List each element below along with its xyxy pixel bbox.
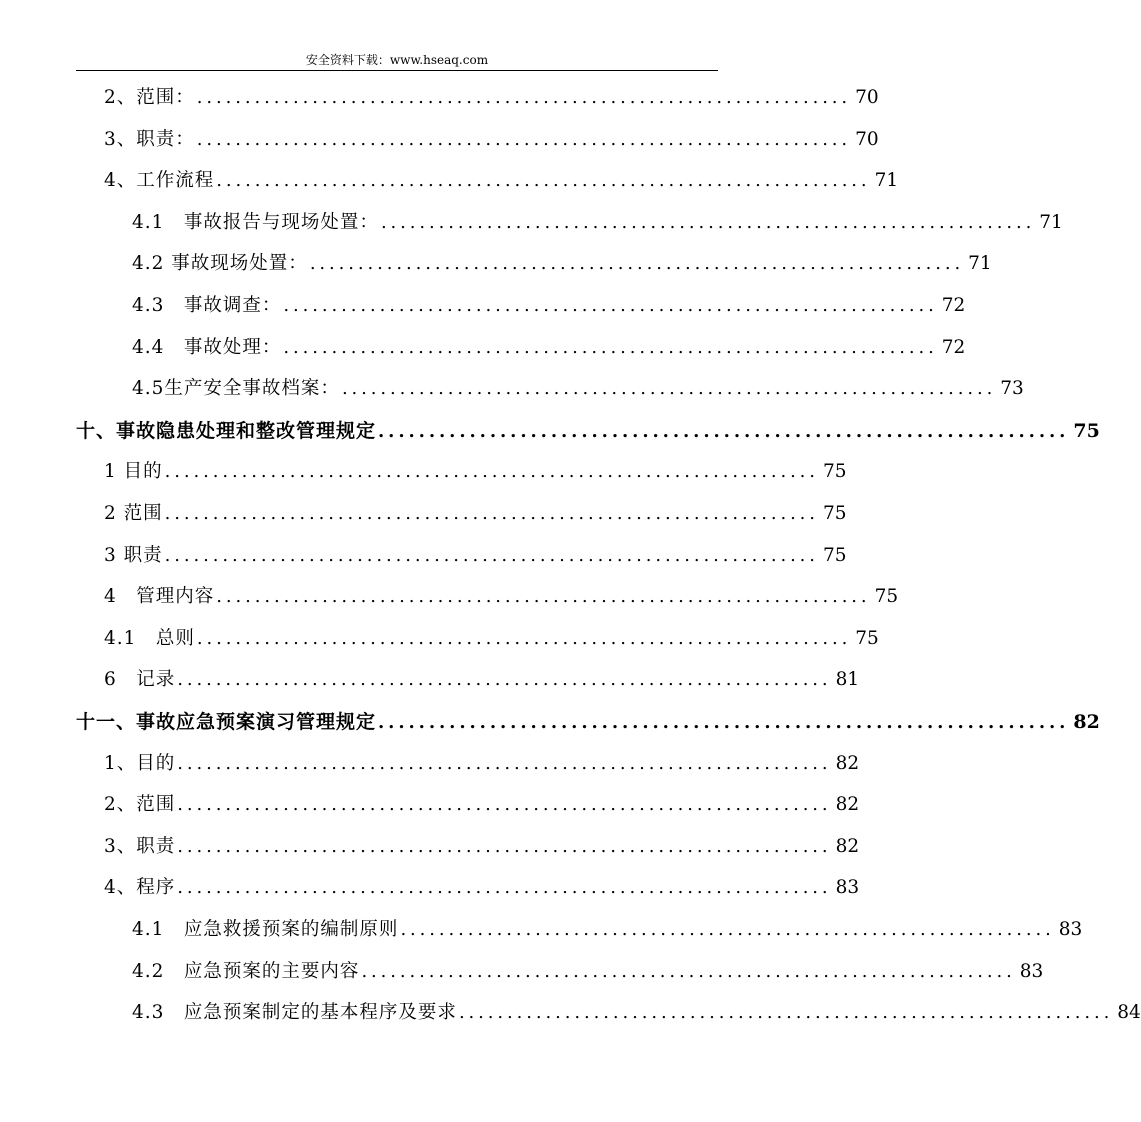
dot-leader: .................................................................... <box>164 461 819 482</box>
toc-entry-label: 十一、事故应急预案演习管理规定 <box>76 711 377 733</box>
toc-entry-label: 2 范围 <box>104 503 163 524</box>
toc-section-entry[interactable] <box>76 417 1100 445</box>
dot-leader: .................................................................... <box>216 170 871 191</box>
dot-leader: .................................................................... <box>341 378 997 399</box>
toc-entry[interactable] <box>104 84 879 112</box>
toc-page-number: 71 <box>1039 212 1063 233</box>
toc-entry-label: 4.3 应急预案制定的基本程序及要求 <box>132 1002 457 1023</box>
toc-page-number: 83 <box>835 877 860 898</box>
dot-leader: .................................................................... <box>196 87 852 108</box>
toc-entry[interactable] <box>104 874 860 902</box>
toc-entry-label: 4、程序 <box>104 877 176 898</box>
toc-entry-label: 4.2 应急预案的主要内容 <box>132 961 360 982</box>
toc-entry[interactable] <box>104 833 860 861</box>
toc-page-number: 75 <box>822 545 847 566</box>
toc-entry[interactable] <box>104 666 860 694</box>
toc-entry-label: 4.1 事故报告与现场处置： <box>132 212 379 233</box>
dot-leader: .................................................................... <box>458 1002 1114 1023</box>
toc-page-number: 75 <box>822 503 847 524</box>
toc-entry-label: 6 记录 <box>104 669 176 690</box>
toc-entry[interactable] <box>104 126 879 154</box>
toc-entry[interactable] <box>104 167 899 195</box>
toc-entry[interactable] <box>104 458 847 486</box>
toc-entry-label: 4.2 事故现场处置： <box>132 253 308 274</box>
toc-entry-label: 2、范围 <box>104 794 176 815</box>
toc-page-number: 73 <box>1000 378 1024 399</box>
dot-leader: .................................................................... <box>196 129 852 150</box>
toc-entry[interactable] <box>132 292 966 320</box>
dot-leader: .................................................................... <box>380 212 1036 233</box>
dot-leader: .................................................................... <box>164 545 819 566</box>
toc-entry-label: 4 管理内容 <box>104 586 215 607</box>
dot-leader: .................................................................... <box>378 421 1070 442</box>
toc-entry-label: 1、目的 <box>104 753 176 774</box>
dot-leader: .................................................................... <box>177 836 832 857</box>
toc-entry[interactable] <box>104 625 879 653</box>
toc-page-number: 75 <box>1073 420 1100 442</box>
dot-leader: .................................................................... <box>216 586 871 607</box>
toc-page-number: 71 <box>874 170 899 191</box>
toc-page-number: 70 <box>855 87 879 108</box>
dot-leader: .................................................................... <box>196 628 852 649</box>
dot-leader: .................................................................... <box>309 253 965 274</box>
toc-entry[interactable] <box>104 500 847 528</box>
toc-entry[interactable] <box>104 542 847 570</box>
dot-leader: .................................................................... <box>400 919 1055 940</box>
dot-leader: .................................................................... <box>177 794 832 815</box>
toc-page-number: 72 <box>941 295 966 316</box>
dot-leader: .................................................................... <box>177 753 832 774</box>
toc-entry-label: 4.5生产安全事故档案： <box>132 378 340 399</box>
toc-page-number: 83 <box>1058 919 1083 940</box>
toc-entry-label: 4.1 应急救援预案的编制原则 <box>132 919 399 940</box>
toc-entry-label: 2、范围： <box>104 87 195 108</box>
toc-entry[interactable] <box>104 750 860 778</box>
toc-page-number: 81 <box>835 669 860 690</box>
toc-page-number: 83 <box>1019 961 1044 982</box>
page-header: 安全资料下载：www.hseaq.com <box>305 53 489 67</box>
toc-entry-label: 4.3 事故调查： <box>132 295 282 316</box>
toc-entry-label: 4、工作流程 <box>104 170 215 191</box>
dot-leader: .................................................................... <box>177 877 832 898</box>
toc-page-number: 72 <box>941 337 966 358</box>
toc-page-number: 75 <box>855 628 879 649</box>
toc-page-number: 82 <box>1073 711 1100 733</box>
dot-leader: .................................................................... <box>177 669 832 690</box>
toc-page-number: 71 <box>968 253 992 274</box>
toc-entry[interactable] <box>132 958 1044 986</box>
toc-page-number: 75 <box>874 586 899 607</box>
toc-entry[interactable] <box>132 250 992 278</box>
toc-entry[interactable] <box>104 583 899 611</box>
toc-page-number: 82 <box>835 794 860 815</box>
toc-section-entry[interactable] <box>76 708 1100 736</box>
toc-entry-label: 1 目的 <box>104 461 163 482</box>
dot-leader: .................................................................... <box>164 503 819 524</box>
dot-leader: .................................................................... <box>283 337 938 358</box>
toc-entry-label: 3 职责 <box>104 545 163 566</box>
toc-entry[interactable] <box>132 375 1024 403</box>
dot-leader: .................................................................... <box>378 712 1070 733</box>
toc-page-number: 82 <box>835 836 860 857</box>
toc-page-number: 75 <box>822 461 847 482</box>
dot-leader: .................................................................... <box>361 961 1016 982</box>
toc-entry[interactable] <box>132 999 1141 1027</box>
toc-entry[interactable] <box>132 334 966 362</box>
toc-entry-label: 3、职责 <box>104 836 176 857</box>
toc-page-number: 82 <box>835 753 860 774</box>
header-rule <box>76 70 718 71</box>
dot-leader: .................................................................... <box>283 295 938 316</box>
toc-entry-label: 3、职责： <box>104 129 195 150</box>
toc-entry-label: 4.4 事故处理： <box>132 337 282 358</box>
toc-entry[interactable] <box>104 791 860 819</box>
toc-entry[interactable] <box>132 209 1063 237</box>
toc-entry[interactable] <box>132 916 1083 944</box>
toc-entry-label: 4.1 总则 <box>104 628 195 649</box>
toc-page-number: 84 <box>1117 1002 1141 1023</box>
toc-page-number: 70 <box>855 129 879 150</box>
toc-entry-label: 十、事故隐患处理和整改管理规定 <box>76 420 377 442</box>
